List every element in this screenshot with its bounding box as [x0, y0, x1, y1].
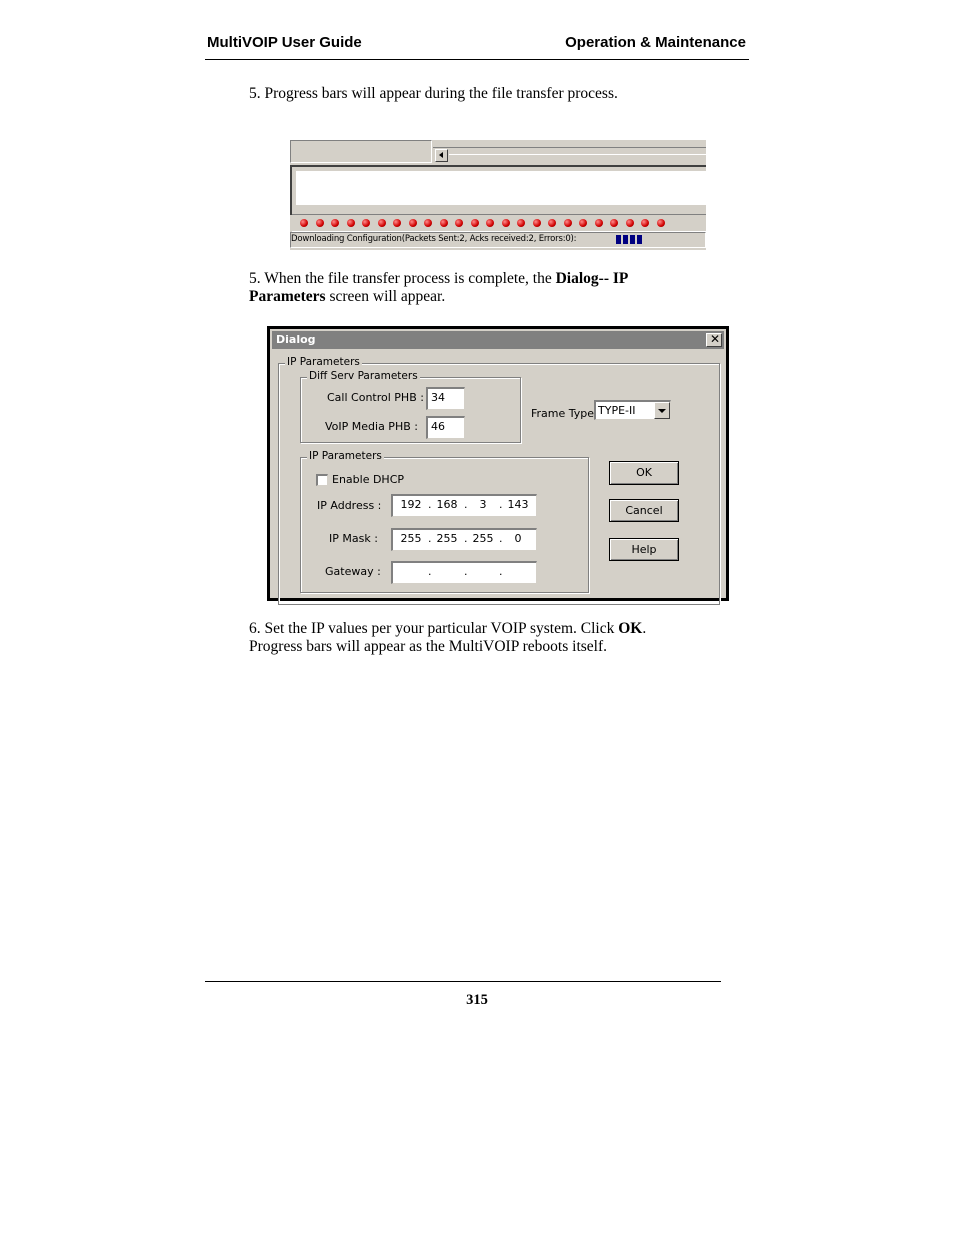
status-led: [331, 219, 339, 227]
status-led: [579, 219, 587, 227]
help-button[interactable]: Help: [609, 538, 679, 561]
step-5-progress-text: 5. Progress bars will appear during the file transfer process.: [249, 85, 618, 102]
progress-window: [290, 140, 706, 250]
status-led: [533, 219, 541, 227]
call-control-phb-input[interactable]: 34: [426, 387, 465, 410]
status-bar: [290, 232, 706, 248]
step-6-text: 6. Set the IP values per your particular VOIP system. Click OK. Progress bars will appear as the MultiVOIP reboots itself.: [249, 620, 647, 655]
footer-rule: [205, 981, 721, 982]
status-led: [595, 219, 603, 227]
status-led: [548, 219, 556, 227]
status-led: [564, 219, 572, 227]
ip-mask-octet: 255: [436, 532, 458, 545]
led-row: [292, 214, 706, 232]
progress-block: [630, 235, 635, 244]
ip-mask-label: IP Mask :: [329, 532, 378, 545]
horizontal-scrollbar[interactable]: [433, 147, 706, 162]
step-5-complete-text: 5. When the file transfer process is complete, the Dialog-- IP Parameters screen will appear.: [249, 270, 629, 305]
progress-bar: [616, 235, 644, 244]
voip-media-phb-label: VoIP Media PHB :: [325, 420, 418, 433]
pane-left: [290, 140, 432, 163]
ip-address-input[interactable]: 192 . 168 . 3 . 143: [391, 494, 537, 517]
frame-type-select[interactable]: [594, 400, 671, 420]
close-icon: ✕: [710, 332, 721, 346]
status-led: [610, 219, 618, 227]
ip-parameters-dialog: [267, 326, 729, 601]
status-led: [517, 219, 525, 227]
enable-dhcp-label: Enable DHCP: [332, 473, 405, 486]
message-area: [296, 171, 706, 205]
frame-type-dropdown-button[interactable]: [654, 402, 670, 419]
header-rule: [205, 59, 749, 60]
status-led: [502, 219, 510, 227]
frame-type-value: TYPE-II: [598, 404, 636, 417]
diff-serv-group-label: Diff Serv Parameters: [309, 370, 418, 382]
cancel-button[interactable]: Cancel: [609, 499, 679, 522]
status-led: [424, 219, 432, 227]
status-led: [347, 219, 355, 227]
gateway-input[interactable]: . . .: [391, 561, 537, 584]
status-led: [657, 219, 665, 227]
status-led: [455, 219, 463, 227]
ok-button[interactable]: OK: [609, 461, 679, 485]
ip-address-octet: 192: [400, 498, 422, 511]
close-button[interactable]: [706, 333, 722, 347]
ip-mask-octet: 0: [514, 532, 522, 545]
dialog-title: Dialog: [276, 333, 316, 346]
arrow-left-icon: [439, 152, 443, 158]
enable-dhcp-checkbox[interactable]: [316, 474, 328, 486]
ip-mask-octet: 255: [400, 532, 422, 545]
header-section: Operation & Maintenance: [565, 34, 746, 51]
ip-address-octet: 168: [436, 498, 458, 511]
ip-address-octet: 3: [479, 498, 487, 511]
progress-block: [623, 235, 628, 244]
status-led: [440, 219, 448, 227]
ip-mask-input[interactable]: 255 . 255 . 255 . 0: [391, 528, 537, 551]
voip-media-phb-input[interactable]: 46: [426, 416, 465, 439]
outer-group-label: IP Parameters: [287, 356, 360, 368]
scroll-left-button[interactable]: [435, 149, 448, 162]
status-led: [409, 219, 417, 227]
ip-parameters-group-label: IP Parameters: [309, 450, 382, 462]
status-text: Downloading Configuration(Packets Sent:2, Acks received:2, Errors:0):: [291, 234, 577, 244]
status-led: [486, 219, 494, 227]
ip-mask-octet: 255: [472, 532, 494, 545]
status-led: [393, 219, 401, 227]
ip-parameters-group: [300, 450, 589, 593]
status-led: [300, 219, 308, 227]
title-bar[interactable]: [272, 331, 724, 349]
header-title: MultiVOIP User Guide: [207, 34, 362, 51]
page-number: 315: [466, 992, 488, 1008]
status-led: [626, 219, 634, 227]
status-led: [362, 219, 370, 227]
progress-block: [637, 235, 642, 244]
ip-address-octet: 143: [507, 498, 529, 511]
ip-address-label: IP Address :: [317, 499, 382, 512]
gateway-label: Gateway :: [325, 565, 381, 578]
status-led: [641, 219, 649, 227]
chevron-down-icon: [658, 409, 666, 413]
frame-type-label: Frame Type: [531, 407, 595, 420]
status-led: [471, 219, 479, 227]
status-led: [378, 219, 386, 227]
progress-block: [616, 235, 621, 244]
diff-serv-group: [300, 370, 521, 443]
call-control-phb-label: Call Control PHB :: [327, 391, 424, 404]
status-led: [316, 219, 324, 227]
